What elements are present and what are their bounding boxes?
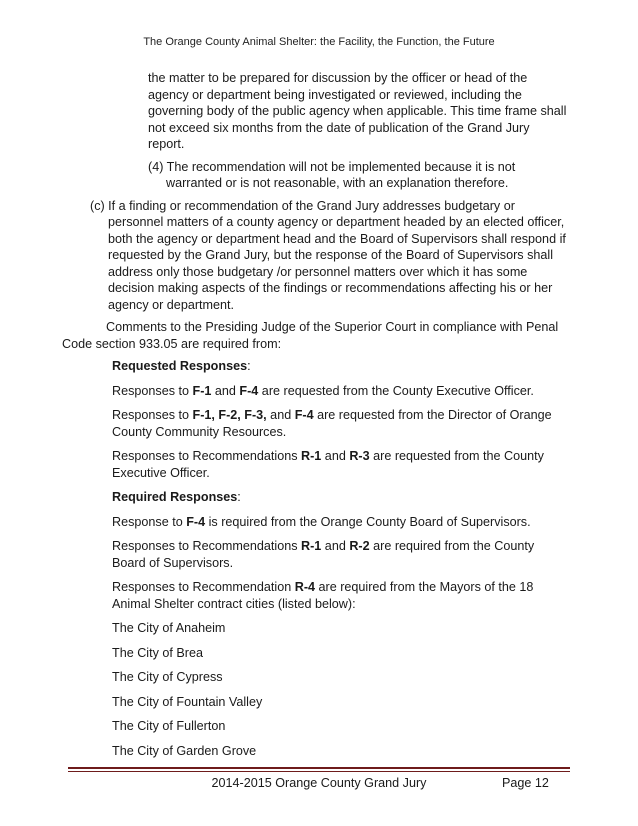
requested-response-1: Responses to F-1 and F-4 are requested from the County Executive Officer.: [112, 383, 534, 398]
requested-response-2: Responses to F-1, F-2, F-3, and F-4 are requested from the Director of Orange County Community Resources.: [112, 408, 552, 439]
required-response-1: Response to F-4 is required from the Orange County Board of Supervisors.: [112, 514, 531, 529]
required-response-2: Responses to Recommendations R-1 and R-2 are required from the County Board of Supervisors.: [112, 539, 535, 570]
footer-rule-thin: [68, 771, 570, 772]
continuation-paragraph: the matter to be prepared for discussion by the officer or head of the agency or department being investigated or reviewed, including the governing body of the public agency when applicable. This time frame shall not exceed six months from the date of publication of the Grand Jury report.: [148, 71, 567, 151]
page-content: [62, 70, 568, 759]
page-number: Page 12: [502, 776, 549, 790]
required-response-3: Responses to Recommendation R-4 are required from the Mayors of the 18 Animal Shelter contract cities (listed below):: [112, 580, 534, 611]
page-header: The Orange County Animal Shelter: the Facility, the Function, the Future: [143, 36, 495, 48]
city-item: The City of Fullerton: [112, 719, 226, 733]
city-item: The City of Anaheim: [112, 621, 226, 635]
item-4-paragraph: (4) The recommendation will not be implemented because it is not warranted or is not reasonable, with an explanation therefore.: [148, 159, 516, 190]
footer-rule-thick: [68, 767, 570, 769]
responses-section: [112, 358, 568, 759]
city-item: The City of Cypress: [112, 670, 223, 684]
city-item: The City of Fountain Valley: [112, 694, 263, 709]
requested-heading: Requested Responses:: [112, 359, 251, 373]
city-item: The City of Garden Grove: [112, 743, 257, 758]
footer-title: 2014-2015 Orange County Grand Jury: [211, 776, 427, 790]
requested-response-3: Responses to Recommendations R-1 and R-3 are requested from the County Executive Officer.: [112, 449, 544, 480]
city-item: The City of Brea: [112, 645, 203, 660]
item-c-paragraph: (c) If a finding or recommendation of the Grand Jury addresses budgetary or personnel matters of a county agency or department headed by an elected officer, both the agency or department head and the Board of Supervisors shall respond if requested by the Grand Jury, but the response of the Board of Supervisors shall address only those budgetary /or personnel matters over which it has some decision making aspects of the findings or recommendations affecting his or her agency or department.: [90, 198, 566, 312]
comments-paragraph: Comments to the Presiding Judge of the Superior Court in compliance with Penal Code section 933.05 are required from:: [62, 320, 559, 351]
required-heading: Required Responses:: [112, 490, 241, 504]
